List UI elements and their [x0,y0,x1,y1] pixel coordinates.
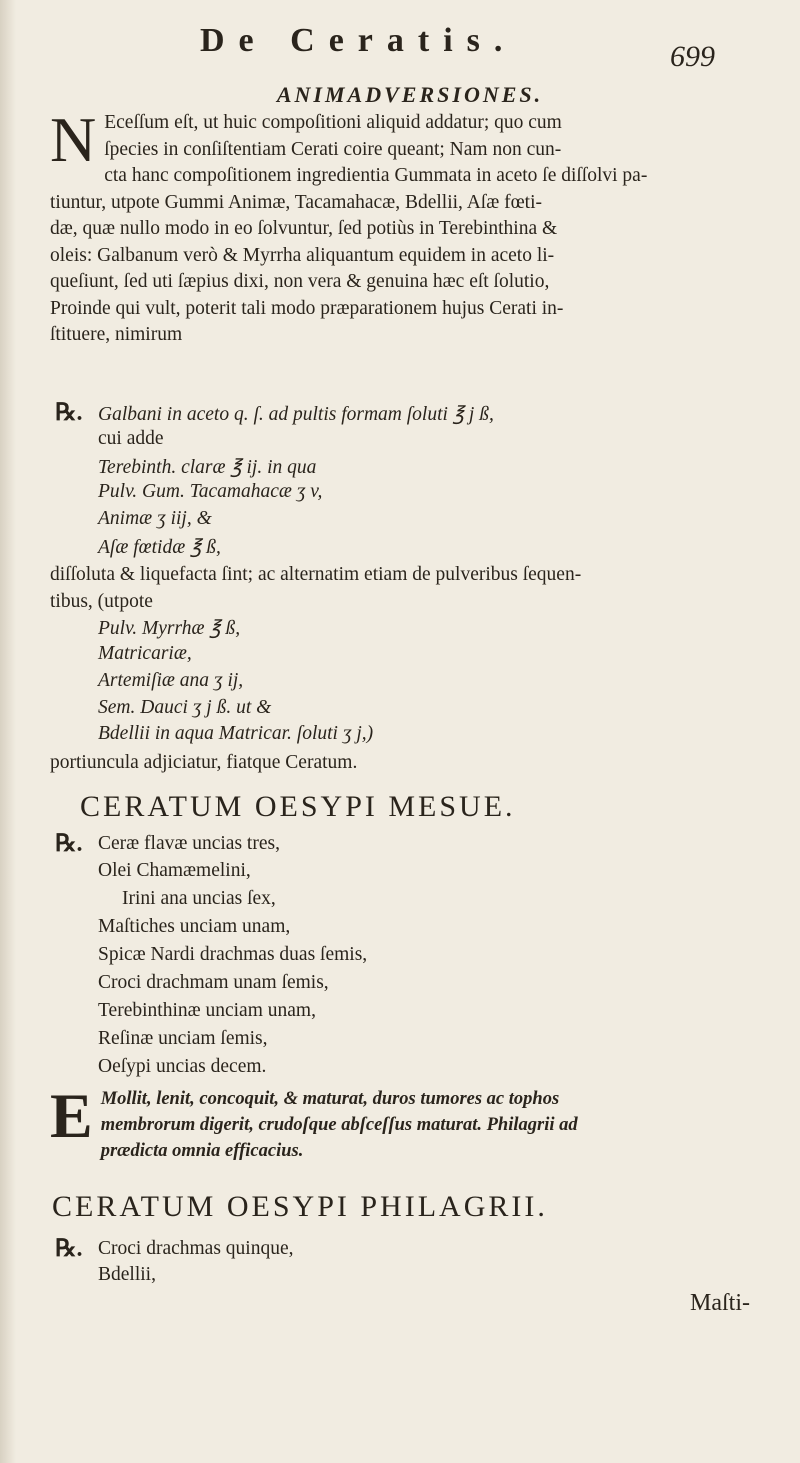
text-line: membrorum digerit, crudoſque abſceſſus maturat. Philagrii ad [100,1115,578,1135]
recipe-symbol: ℞. [55,831,83,857]
catchword: Maſti- [690,1290,750,1316]
ingredient-line: Terebinthinæ unciam unam, [98,1000,316,1021]
running-head: De Ceratis. [200,22,517,59]
virtues-note [50,1080,775,1164]
recipe-line: Matricariæ, [98,643,192,664]
text-line: portiuncula adjiciatur, fiatque Ceratum. [50,752,358,773]
recipe-heading-philagrii: CERATUM OESYPI PHILAGRII. [52,1190,548,1223]
intro-paragraph [50,104,775,349]
text-line: ſtituere, nimirum [50,324,183,345]
closing-line [50,750,775,777]
section-title: ANIMADVERSIONES. [276,82,544,107]
text-line: diſſoluta & liquefacta ſint; ac alternatim etiam de pulveribus ſequen- [50,564,582,585]
ingredient-line: Croci drachmas quinque, [98,1238,294,1259]
recipe-line: Aſæ fœtidæ ℥ ß, [98,537,221,558]
ingredient-line: Olei Chamæmelini, [98,860,251,881]
text-line: tibus, (utpote [50,590,153,612]
text-line: cta hanc compoſitionem ingredientia Gummata in aceto ſe diſſolvi pa- [104,165,648,186]
ingredient-line: Oeſypi uncias decem. [98,1056,267,1077]
text-line: dæ, quæ nullo modo in eo ſolvuntur, ſed potiùs in Terebinthina & [50,218,558,239]
recipe-symbol: ℞. [55,1236,83,1262]
drop-cap: N [50,104,97,175]
recipe-line: cui adde [98,428,164,449]
text-line: Mollit, lenit, concoquit, & maturat, duros tumores ac tophos [100,1089,560,1109]
ingredient-line: Reſinæ unciam ſemis, [98,1028,268,1049]
recipe-symbol: ℞. [55,400,83,426]
drop-cap: E [50,1080,93,1151]
recipe-line: Animæ ʒ iij, & [98,508,212,529]
text-line: oleis: Galbanum verò & Myrrha aliquantum equidem in aceto li- [50,244,555,266]
recipe-line: Pulv. Myrrhæ ℥ ß, [98,618,241,639]
text-line: Eceſſum eſt, ut huic compoſitioni aliquid addatur; quo cum [104,112,562,133]
text-line: ſpecies in conſiſtentiam Cerati coire queant; Nam non cun- [104,138,562,160]
ingredient-line: Maſtiches unciam unam, [98,916,291,937]
recipe-line: Terebinth. claræ ℥ ij. in qua [98,457,317,478]
ingredient-line: Irini ana uncias ſex, [122,888,276,909]
ingredient-line: Bdellii, [98,1264,156,1285]
recipe-heading-mesue: CERATUM OESYPI MESUE. [80,790,516,823]
page-gutter-shadow [0,0,16,1463]
text-line: Proinde qui vult, poterit tali modo præparationem hujus Cerati in- [50,297,564,319]
text-line: tiuntur, utpote Gummi Animæ, Tacamahacæ, Bdellii, Aſæ fœti- [50,191,542,213]
mid-paragraph [50,562,775,615]
ingredient-line: Ceræ flavæ uncias tres, [98,833,280,854]
ingredient-line: Croci drachmam unam ſemis, [98,972,329,993]
recipe-line: Sem. Dauci ʒ j ß. ut & [98,697,272,718]
text-line: prædicta omnia efficacius. [100,1141,304,1161]
recipe-line: Bdellii in aqua Matricar. ſoluti ʒ j,) [98,723,374,744]
recipe-line: Galbani in aceto q. ſ. ad pultis formam ſoluti ℥ j ß, [98,404,494,425]
text-line: queſiunt, ſed uti ſæpius dixi, non vera & genuina hæc eſt ſolutio, [50,271,550,292]
page-number: 699 [670,40,715,73]
recipe-line: Pulv. Gum. Tacamahacæ ʒ v, [98,481,323,502]
ingredient-line: Spicæ Nardi drachmas duas ſemis, [98,944,368,965]
recipe-line: Artemiſiæ ana ʒ ij, [98,670,244,691]
